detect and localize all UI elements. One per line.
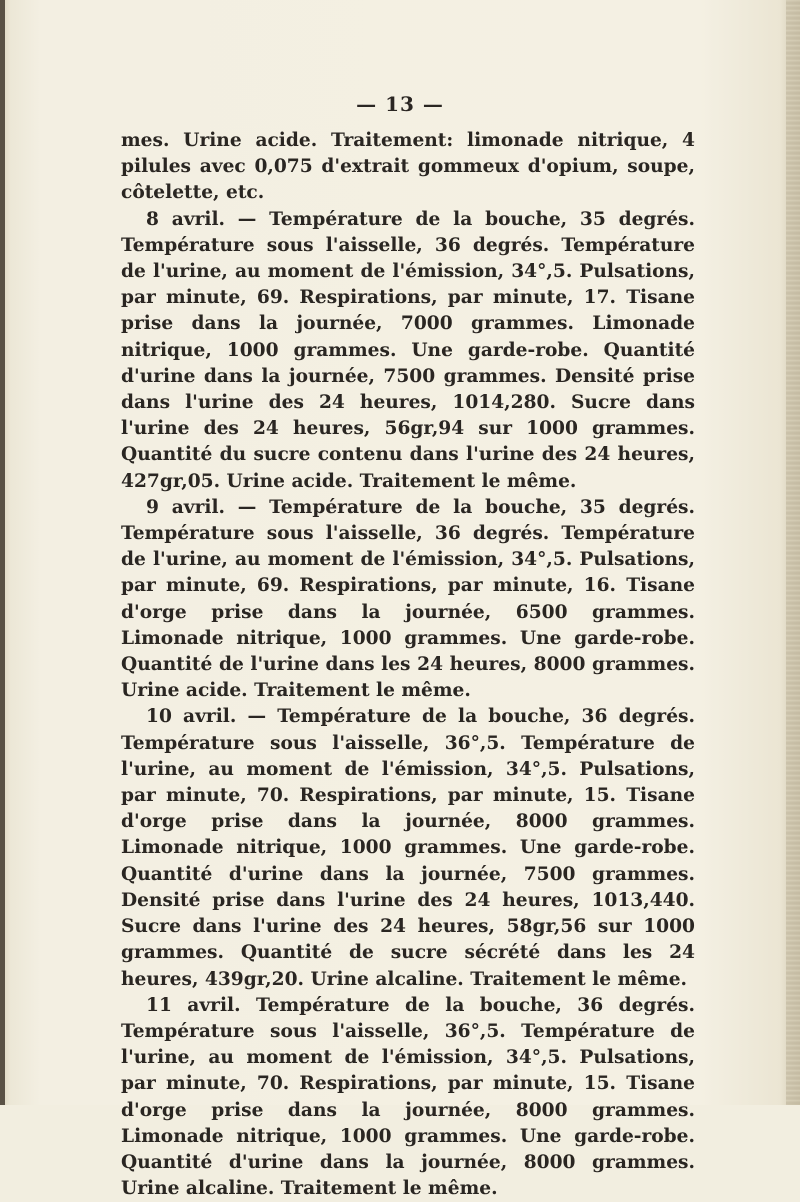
page-edge [786, 0, 800, 1105]
page-number: — 13 — [356, 92, 444, 116]
paragraph-9-avril: 9 avril. — Température de la bouche, 35 degrés. Température sous l'aisselle, 36 degrés. Température de l'urine, au moment de l'émission, 34°,5. Pulsations, par minute, 69. Respirations, par minute, 16. Tisane d'orge prise dans la journée, 6500 grammes. Limonade nitrique, 1000 grammes. Une garde-robe. Quantité de l'urine dans les 24 heures, 8000 grammes. Urine acide. Traitement le même. [121, 496, 695, 702]
paragraph-10-avril: 10 avril. — Température de la bouche, 36 degrés. Température sous l'aisselle, 36°,5. Température de l'urine, au moment de l'émission, 34°,5. Pulsations, par minute, 70. Respirations, par minute, 15. Tisane d'orge prise dans la journée, 8000 grammes. Limonade nitrique, 1000 grammes. Une garde-robe. Quantité d'urine dans la journée, 7500 grammes. Densité prise dans l'urine des 24 heures, 1013,440. Sucre dans l'urine des 24 heures, 58gr,56 sur 1000 grammes. Quantité de sucre sécrété dans les 24 heures, 439gr,20. Urine alcaline. Traitement le même. [121, 706, 695, 990]
paragraph-continuation: mes. Urine acide. Traitement: limonade nitrique, 4 pilules avec 0,075 d'extrait gommeux d'opium, soupe, côtelette, etc. [121, 130, 695, 204]
paragraph-8-avril: 8 avril. — Température de la bouche, 35 degrés. Température sous l'aisselle, 36 degrés. Température de l'urine, au moment de l'émission, 34°,5. Pulsations, par minute, 69. Respirations, par minute, 17. Tisane prise dans la journée, 7000 grammes. Limonade nitrique, 1000 grammes. Une garde-robe. Quantité d'urine dans la journée, 7500 grammes. Densité prise dans l'urine des 24 heures, 1014,280. Sucre dans l'urine des 24 heures, 56gr,94 sur 1000 grammes. Quantité du sucre contenu dans l'urine des 24 heures, 427gr,05. Urine acide. Traitement le même. [121, 208, 695, 492]
book-spine-edge [0, 0, 5, 1105]
body-text [121, 128, 695, 1202]
paragraph-11-avril: 11 avril. Température de la bouche, 36 degrés. Température sous l'aisselle, 36°,5. Température de l'urine, au moment de l'émission, 34°,5. Pulsations, par minute, 70. Respirations, par minute, 15. Tisane d'orge prise dans la journée, 8000 grammes. Limonade nitrique, 1000 grammes. Une garde-robe. Quantité d'urine dans la journée, 8000 grammes. Urine alcaline. Traitement le même. [121, 994, 695, 1200]
